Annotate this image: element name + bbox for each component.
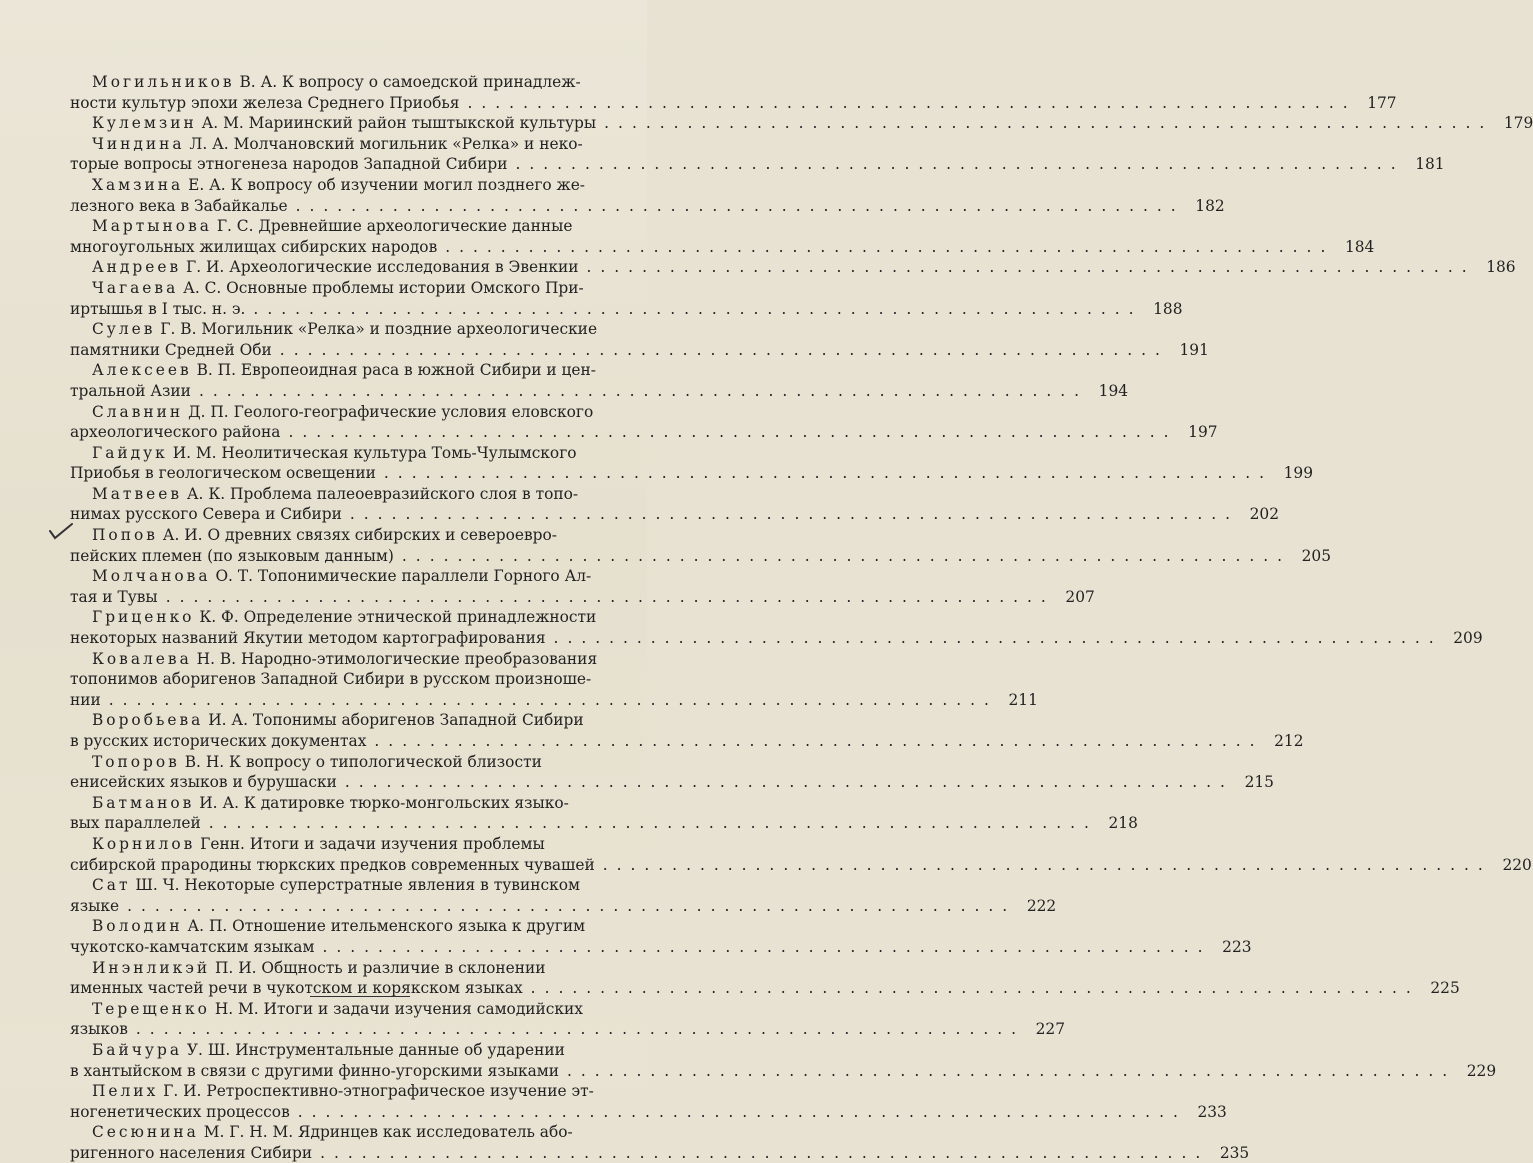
toc-line	[70, 875, 630, 896]
toc-line-text	[70, 690, 101, 711]
entry-title-part: Г. И. Ретроспективно-этнографическое изучение эт-	[163, 1082, 594, 1101]
entry-title-part: Н. В. Народно-этимологические преобразования	[196, 649, 598, 668]
toc-line-text	[92, 1041, 565, 1059]
toc-line-text	[92, 444, 577, 462]
author-name: Попов	[92, 526, 158, 545]
toc-line	[70, 772, 1274, 793]
page-number: 225	[1430, 979, 1460, 998]
toc-entry	[70, 402, 1218, 443]
entry-title-part: нии	[70, 690, 101, 709]
entry-title-part: тая и Тувы	[70, 587, 158, 606]
dot-leader: ................................................................	[383, 464, 1274, 483]
toc-entry	[70, 278, 1183, 319]
toc-entry	[70, 257, 1516, 278]
page-number: 197	[1188, 423, 1218, 442]
toc-entry	[70, 752, 1274, 793]
toc-line-text	[92, 73, 581, 91]
toc-line-text	[92, 608, 596, 626]
entry-title-part: ногенетических процессов	[70, 1102, 290, 1121]
toc-line-text	[92, 753, 542, 771]
toc-line-text	[92, 279, 584, 297]
toc-entry	[70, 999, 1066, 1040]
entry-title-part: чукотско-камчатским языкам	[70, 937, 315, 956]
toc-entry	[70, 875, 1057, 916]
author-name: Инэнликэй	[92, 958, 211, 977]
page-number: 179	[1503, 114, 1533, 133]
page-number: 207	[1065, 587, 1095, 606]
entry-title-part: В. Н. К вопросу о типологической близости	[184, 752, 542, 771]
entry-title-part: Приобья в геологическом освещении	[70, 464, 376, 483]
entry-title-part: Д. П. Геолого-географические условия еловского	[188, 402, 594, 421]
dot-leader: ................................................................	[401, 546, 1292, 565]
toc-entry	[70, 710, 1304, 751]
toc-line	[70, 1019, 1066, 1040]
dot-leader: ................................................................	[322, 937, 1212, 956]
toc-line	[70, 360, 630, 381]
toc-line-text	[70, 93, 460, 114]
dot-leader: ................................................................	[349, 505, 1239, 524]
toc-line-text	[92, 526, 557, 544]
toc-line-text	[92, 320, 597, 338]
page-number: 229	[1466, 1061, 1497, 1080]
toc-line	[70, 72, 630, 93]
author-name: Батманов	[92, 793, 195, 812]
dot-leader: ................................................................	[604, 114, 1494, 133]
author-name: Сат	[92, 876, 131, 895]
author-name: Андреев	[92, 258, 182, 277]
page-number: 194	[1098, 381, 1129, 400]
toc-line	[70, 1102, 1227, 1123]
toc-entry	[70, 1040, 1497, 1081]
toc-line	[70, 1061, 1497, 1082]
author-name: Терещенко	[92, 999, 210, 1018]
dot-leader: ................................................................	[553, 629, 1443, 648]
page-number: 223	[1222, 937, 1252, 956]
author-name: Байчура	[92, 1040, 183, 1059]
dot-leader: ................................................................	[108, 690, 998, 709]
toc-line-text	[70, 670, 591, 688]
toc-line-text	[92, 959, 546, 977]
toc-line	[70, 669, 630, 690]
entry-title-part: О. Т. Топонимические параллели Горного Ал-	[215, 567, 592, 586]
toc-line-text	[70, 772, 337, 793]
toc-line	[70, 422, 1218, 443]
dot-leader: ................................................................	[445, 237, 1335, 256]
toc-line-text	[70, 896, 119, 917]
table-of-contents	[70, 72, 1533, 1163]
toc-line-text	[70, 422, 280, 443]
toc-line-text	[70, 937, 314, 958]
entry-title-part: А. С. Основные проблемы истории Омского При-	[183, 278, 584, 297]
toc-line-text	[70, 340, 272, 361]
toc-line	[70, 196, 1225, 217]
page-number: 209	[1453, 629, 1483, 648]
entry-title-part: У. Ш. Инструментальные данные об ударении	[186, 1040, 565, 1059]
entry-title-part: К. Ф. Определение этнической принадлежности	[199, 608, 597, 627]
dot-leader: ................................................................	[279, 340, 1169, 359]
entry-title-part: В. А. К вопросу о самоедской принадлеж-	[239, 73, 581, 91]
toc-line	[70, 834, 630, 855]
toc-line	[70, 134, 630, 155]
toc-entry	[70, 1081, 1227, 1122]
entry-title-part: А. П. Отношение ительменского языка к другим	[187, 917, 586, 936]
page-number: 199	[1283, 464, 1314, 483]
toc-entry	[70, 1122, 1250, 1163]
toc-line	[70, 958, 630, 979]
page-number: 186	[1486, 258, 1516, 277]
dot-leader: ................................................................	[127, 896, 1017, 915]
page-number: 215	[1244, 773, 1274, 792]
toc-line-text	[70, 587, 158, 608]
page-number: 222	[1026, 896, 1057, 915]
toc-line	[70, 237, 1375, 258]
toc-line	[70, 546, 1332, 567]
toc-line-text	[92, 403, 593, 421]
entry-title-part: А. И. О древних связях сибирских и североевро-	[162, 526, 557, 545]
author-name: Матвеев	[92, 484, 182, 503]
toc-line	[70, 649, 630, 670]
page-number: 212	[1274, 732, 1304, 750]
page-number: 233	[1197, 1102, 1227, 1121]
author-name: Володин	[92, 917, 183, 936]
dot-leader: ................................................................	[253, 299, 1143, 318]
toc-line	[70, 710, 630, 731]
entry-title-part: ригенного населения Сибири	[70, 1143, 313, 1162]
author-name: Хамзина	[92, 175, 184, 194]
toc-line	[70, 628, 1483, 649]
toc-line-text	[92, 217, 572, 235]
entry-title-part: в хантыйском в связи с другими финно-угорскими языками	[70, 1061, 560, 1080]
author-name: Молчанова	[92, 567, 211, 586]
toc-entry	[70, 319, 1209, 360]
toc-line-text	[70, 299, 245, 320]
toc-line	[70, 257, 1516, 278]
author-name: Славнин	[92, 402, 184, 421]
page-number: 191	[1179, 340, 1209, 359]
toc-line-text	[70, 1143, 312, 1163]
page-number: 235	[1219, 1143, 1250, 1162]
page-number: 181	[1415, 155, 1445, 174]
page-number: 177	[1367, 93, 1397, 112]
toc-entry	[70, 134, 1445, 175]
toc-line-text	[92, 876, 580, 894]
toc-line-text	[92, 835, 545, 853]
author-name: Ковалева	[92, 649, 192, 668]
toc-line	[70, 999, 630, 1020]
toc-line-text	[92, 176, 585, 194]
dot-leader: ................................................................	[208, 814, 1098, 833]
toc-line	[70, 896, 1057, 917]
toc-line-text	[70, 1102, 290, 1123]
toc-line-text	[70, 463, 376, 484]
entry-title-part: археологического района	[70, 423, 281, 442]
toc-line	[70, 402, 630, 423]
toc-line	[70, 813, 1138, 834]
entry-title-part: П. И. Общность и различие в склонении	[215, 958, 546, 977]
entry-title-part: И. А. К датировке тюрко-монгольских языко-	[199, 793, 569, 812]
toc-entry	[70, 525, 1332, 566]
toc-entry	[70, 360, 1129, 401]
toc-entry	[70, 443, 1314, 484]
entry-title-part: пейских племен (по языковым данным)	[70, 546, 394, 565]
toc-entry	[70, 834, 1532, 875]
toc-entry	[70, 113, 1533, 134]
dot-leader: ................................................................	[467, 93, 1357, 112]
entry-title-part: Г. С. Древнейшие археологические данные	[216, 217, 573, 236]
toc-line-text	[92, 917, 585, 935]
toc-line	[70, 504, 1279, 525]
toc-line-text	[70, 731, 366, 752]
toc-line-text	[70, 381, 191, 402]
entry-title-part: именных частей речи в чукотском и корякском языках	[70, 979, 523, 998]
toc-line-text	[70, 237, 437, 258]
page-number: 227	[1035, 1020, 1066, 1039]
toc-entry	[70, 607, 1483, 648]
toc-line	[70, 607, 630, 628]
toc-line-text	[92, 1000, 583, 1018]
toc-line-text	[92, 361, 596, 379]
toc-line	[70, 93, 1397, 114]
entry-title-part: тральной Азии	[70, 381, 191, 400]
author-name: Чагаева	[92, 278, 179, 297]
author-name: Гайдук	[92, 443, 168, 462]
author-name: Сесюнина	[92, 1123, 199, 1142]
toc-line-text	[92, 567, 591, 585]
toc-line-text	[92, 794, 569, 812]
dot-leader: ................................................................	[297, 1102, 1187, 1121]
entry-title-part: А. К. Проблема палеоевразийского слоя в топо-	[186, 484, 579, 503]
toc-line	[70, 463, 1314, 484]
page-number: 205	[1301, 546, 1332, 565]
dot-leader: ................................................................	[602, 855, 1492, 874]
toc-line-text	[92, 113, 596, 134]
entry-title-part: Е. А. К вопросу об изучении могил позднего же-	[188, 175, 586, 194]
entry-title-part: сибирской прародины тюркских предков современных чувашей	[70, 855, 595, 874]
dot-leader: ................................................................	[530, 979, 1420, 998]
toc-line	[70, 381, 1129, 402]
author-name: Топоров	[92, 752, 180, 771]
toc-line	[70, 937, 1252, 958]
toc-entry	[70, 72, 1397, 113]
toc-line	[70, 1040, 630, 1061]
toc-line-text	[92, 135, 583, 153]
toc-line-text	[92, 711, 584, 729]
toc-entry	[70, 958, 1460, 999]
entry-title-part: языков	[70, 1020, 128, 1039]
entry-title-part: В. П. Европеоидная раса в южной Сибири и цен-	[196, 361, 596, 380]
entry-title-part: И. А. Топонимы аборигенов Западной Сибири	[208, 711, 584, 730]
toc-line	[70, 1143, 1250, 1163]
author-name: Воробьева	[92, 711, 204, 730]
author-name: Корнилов	[92, 834, 196, 853]
toc-line	[70, 443, 630, 464]
entry-title-part: лезного века в Забайкалье	[70, 196, 288, 215]
toc-line	[70, 752, 630, 773]
dot-leader: ................................................................	[295, 196, 1185, 215]
toc-entry	[70, 793, 1138, 834]
toc-line	[70, 484, 630, 505]
toc-line-text	[92, 650, 597, 668]
toc-entry	[70, 916, 1252, 957]
toc-line	[70, 525, 630, 546]
entry-title-part: некоторых названий Якутии методом картографирования	[70, 629, 546, 648]
toc-line	[70, 566, 630, 587]
page-number: 211	[1008, 690, 1038, 709]
author-name: Чиндина	[92, 134, 185, 153]
entry-title-part: топонимов аборигенов Западной Сибири в русском произноше-	[70, 670, 592, 689]
dot-leader: ................................................................	[320, 1143, 1210, 1162]
toc-entry	[70, 216, 1375, 257]
toc-line-text	[70, 813, 201, 834]
entry-title-part: енисейских языков и бурушаски	[70, 773, 337, 792]
toc-line-text	[92, 1123, 573, 1141]
toc-line-text	[70, 1061, 559, 1082]
toc-entry	[70, 649, 1038, 711]
page-number: 184	[1344, 237, 1375, 256]
toc-line-text	[70, 855, 595, 876]
author-name: Сулев	[92, 320, 156, 339]
entry-title-part: Ш. Ч. Некоторые суперстратные явления в тувинском	[135, 876, 580, 895]
toc-entry	[70, 175, 1225, 216]
toc-line	[70, 216, 630, 237]
dot-leader: ................................................................	[374, 732, 1264, 750]
toc-line	[70, 154, 1445, 175]
entry-title-part: Генн. Итоги и задачи изучения проблемы	[200, 834, 545, 853]
entry-title-part: Н. М. Итоги и задачи изучения самодийских	[214, 999, 583, 1018]
dot-leader: ................................................................	[198, 381, 1089, 400]
toc-line-text	[70, 628, 546, 649]
toc-line	[70, 319, 630, 340]
author-name: Алексеев	[92, 361, 192, 380]
author-name: Пелих	[92, 1082, 159, 1101]
entry-title-part: иртышья в I тыс. н. э.	[70, 299, 246, 318]
toc-line	[70, 916, 630, 937]
toc-line	[70, 113, 1533, 134]
toc-line	[70, 1081, 630, 1102]
dot-leader: ................................................................	[515, 155, 1405, 174]
dot-leader: ................................................................	[344, 773, 1234, 792]
closing-rule	[310, 996, 410, 997]
dot-leader: ................................................................	[586, 258, 1476, 277]
dot-leader: ................................................................	[165, 587, 1055, 606]
entry-title-part: торые вопросы этногенеза народов Западной Сибири	[70, 155, 508, 174]
entry-title-part: Л. А. Молчановский могильник «Релка» и неко-	[189, 134, 583, 153]
toc-line-text	[92, 257, 579, 278]
page-number: 182	[1195, 196, 1225, 215]
entry-title-part: М. Г. Н. М. Ядринцев как исследователь або-	[203, 1123, 573, 1142]
page-number: 220	[1502, 855, 1532, 874]
dot-leader: ................................................................	[135, 1020, 1026, 1039]
author-name: Кулемзин	[92, 114, 197, 133]
entry-title-part: нимах русского Севера и Сибири	[70, 505, 342, 524]
toc-line	[70, 731, 1304, 752]
toc-line-text	[70, 546, 394, 567]
entry-title-part: А. М. Мариинский район тыштыкской культуры	[201, 114, 597, 133]
toc-line	[70, 690, 1038, 711]
entry-title-part: в русских исторических документах	[70, 732, 367, 750]
entry-title-part: многоугольных жилищах сибирских народов	[70, 237, 438, 256]
entry-title-part: вых параллелей	[70, 814, 201, 833]
toc-line	[70, 1122, 630, 1143]
toc-line	[70, 278, 630, 299]
page-number: 202	[1249, 505, 1279, 524]
entry-title-part: языке	[70, 896, 120, 915]
toc-line	[70, 793, 630, 814]
toc-entry	[70, 484, 1279, 525]
dot-leader: ................................................................	[567, 1061, 1457, 1080]
entry-title-part: ности культур эпохи железа Среднего Приобья	[70, 93, 460, 112]
author-name: Гриценко	[92, 608, 195, 627]
page-number: 218	[1108, 814, 1138, 833]
entry-title-part: И. М. Неолитическая культура Томь-Чулымского	[172, 443, 577, 462]
toc-line-text	[92, 1082, 594, 1100]
entry-title-part: Г. И. Археологические исследования в Эвенкии	[186, 258, 579, 277]
toc-line	[70, 340, 1209, 361]
page-number: 188	[1153, 299, 1183, 318]
toc-line	[70, 855, 1532, 876]
author-name: Могильников	[92, 73, 235, 91]
toc-line-text	[92, 485, 578, 503]
toc-line-text	[70, 504, 342, 525]
entry-title-part: Г. В. Могильник «Релка» и поздние археологические	[160, 320, 598, 339]
toc-line	[70, 299, 1183, 320]
author-name: Мартынова	[92, 217, 212, 236]
entry-title-part: памятники Средней Оби	[70, 340, 272, 359]
toc-line	[70, 175, 630, 196]
toc-entry	[70, 566, 1095, 607]
toc-line-text	[70, 154, 507, 175]
toc-line-text	[70, 978, 523, 999]
toc-line	[70, 587, 1095, 608]
toc-line-text	[70, 1019, 128, 1040]
toc-line-text	[70, 196, 288, 217]
dot-leader: ................................................................	[288, 423, 1178, 442]
